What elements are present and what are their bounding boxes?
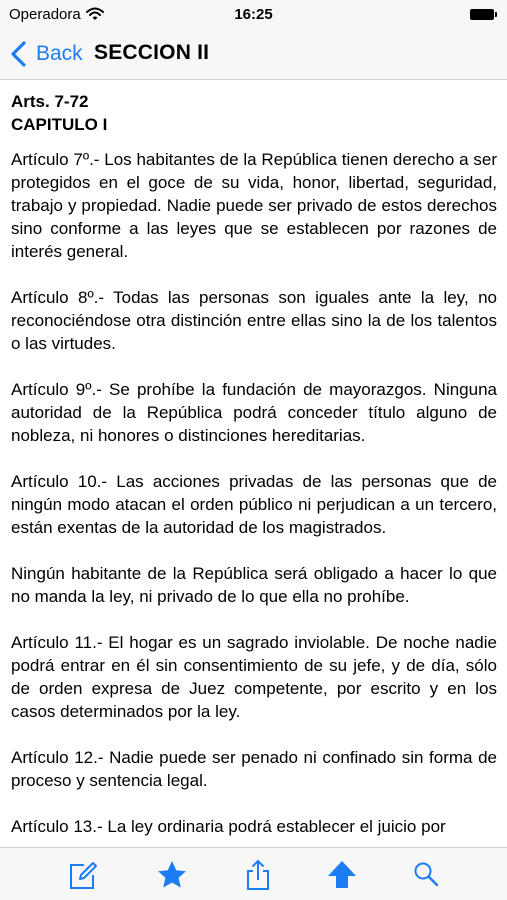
back-button[interactable] — [10, 38, 83, 70]
battery-icon — [470, 9, 497, 20]
compose-button[interactable] — [67, 859, 99, 891]
article-paragraph: Artículo 8º.- Todas las personas son iguales ante la ley, no reconociéndose otra distinción entre ellas sino la de los talentos o las virtudes. — [11, 288, 497, 353]
favorite-button[interactable] — [156, 859, 188, 891]
back-chevron-icon — [10, 41, 28, 67]
article-paragraph: Artículo 12.- Nadie puede ser penado ni confinado sin forma de proceso y sentencia legal. — [11, 748, 497, 790]
share-button[interactable] — [242, 859, 274, 891]
carrier-label: Operadora — [9, 6, 81, 23]
star-icon — [156, 859, 188, 891]
page-title: SECCION II — [94, 41, 210, 64]
search-button[interactable] — [411, 859, 443, 891]
article-paragraph: Artículo 9º.- Se prohíbe la fundación de mayorazgos. Ninguna autoridad de la República podrá conceder título alguno de nobleza, ni honores o distinciones hereditarias. — [11, 380, 497, 445]
articles-range: Arts. 7-72 — [11, 92, 89, 111]
content-scroll-area[interactable] — [0, 80, 507, 848]
arrow-up-icon — [326, 859, 358, 891]
article-paragraph: Artículo 10.- Las acciones privadas de las personas que de ningún modo atacan el orden público ni perjudican a un tercero, están exentas de la autoridad de los magistrados. — [11, 472, 497, 537]
status-bar — [0, 0, 507, 30]
clock: 16:25 — [234, 6, 273, 23]
scroll-to-top-button[interactable] — [326, 859, 358, 891]
chapter-title: CAPITULO I — [11, 115, 108, 134]
bottom-toolbar — [0, 847, 507, 900]
back-label: Back — [36, 42, 83, 65]
section-header — [11, 90, 497, 136]
navigation-bar — [0, 30, 507, 80]
compose-icon — [67, 859, 99, 891]
article-paragraph: Artículo 7º.- Los habitantes de la República tienen derecho a ser protegidos en el goce de su vida, honor, libertad, seguridad, trabajo y propiedad. Nadie puede ser privado de estos derechos sino conforme a las leyes que se establecen por razones de interés general. — [11, 150, 497, 261]
article-paragraph: Artículo 13.- La ley ordinaria podrá establecer el juicio por — [11, 817, 446, 836]
article-paragraph: Ningún habitante de la República será obligado a hacer lo que no manda la ley, ni privado de lo que ella no prohíbe. — [11, 564, 497, 606]
article-paragraph: Artículo 11.- El hogar es un sagrado inviolable. De noche nadie podrá entrar en él sin consentimiento de su jefe, y de día, sólo de orden expresa de Juez competente, por escrito y en los casos determinados por la ley. — [11, 633, 497, 721]
search-icon — [411, 859, 443, 891]
article-list — [11, 148, 497, 838]
share-icon — [242, 859, 274, 891]
